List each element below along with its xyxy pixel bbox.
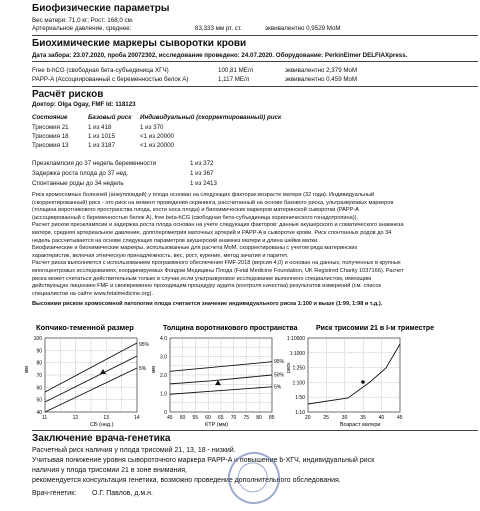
marker-value: 1,117 МЕ/л	[218, 76, 250, 83]
extra-cond: Преэклампсия до 37 недель беременности	[32, 160, 157, 167]
crl-xlabel: СБ (нед.)	[90, 422, 114, 428]
y-tick-label: 1:250	[292, 365, 305, 372]
p95-label: 95%	[139, 342, 150, 348]
nt-chart-title: Толщина воротникового пространства	[163, 325, 298, 332]
y-tick-label: 100	[33, 336, 42, 342]
bp-mom: эквивалентно 0,9529 MoM	[265, 25, 341, 32]
p5-line	[45, 368, 137, 412]
note-line: (ассоциированный с беременностью белок А), free beta-hCG (свободная бета-субъединица хорионического гонадотропина)).	[32, 214, 359, 221]
patient-marker	[215, 380, 221, 385]
x-tick-label: 13	[103, 415, 109, 421]
bp-label: Артериальное давление, среднее:	[32, 25, 132, 32]
extra-indiv: 1 из 372	[190, 160, 214, 167]
risk-base: 1 из 3187	[88, 142, 115, 149]
bp-value: 83,333 мм рт. ст.	[195, 25, 242, 32]
note-line: риска может считаться действительным только в случае,если ультразвуковое исследование выполнено специалистом, имеющим	[32, 275, 371, 282]
p5-label: 5%	[274, 384, 282, 391]
nt-xlabel: КТР (мм)	[205, 422, 228, 428]
extra-cond: Задержка роста плода до 37 нед.	[32, 170, 129, 177]
y-tick-label: 1.0	[160, 391, 167, 398]
x-tick-label: 14	[134, 415, 140, 421]
crl-chart-title: Копчико-теменной размер	[36, 323, 134, 332]
y-tick-label: 4.0	[160, 336, 167, 342]
x-tick-label: 50	[179, 415, 186, 421]
risk-head-base: Базовый риск	[88, 114, 132, 121]
high-risk-note: Высокими риском хромосомной патологии плода считается значение индивидуального риска 1:100 и выше (1:99, 1:98 и т.д.).	[32, 301, 383, 307]
y-tick-label: 40	[36, 410, 42, 416]
risk-cond: Трисомия 21	[32, 124, 69, 131]
marker-mom: эквивалентно 2,379 MoM	[285, 67, 358, 74]
x-tick-label: 40	[378, 415, 385, 421]
conclusion-line: наличия у плода трисомии 21 в зоне внимания,	[32, 467, 187, 474]
note-line: характеристик, включая этническую принадлежность, вес, рост, курение, метод зачатия и паритет.	[32, 252, 289, 259]
x-tick-label: 35	[360, 415, 366, 421]
marker-mom: эквивалентно 0,459 MoM	[285, 76, 358, 83]
weight-line: Вес матери: 71,0 кг; Рост: 168,0 см.	[32, 17, 134, 24]
y-tick-label: 70	[36, 373, 42, 379]
y-tick-label: 2.0	[160, 373, 167, 379]
bio-title: Биофизические параметры	[32, 3, 170, 14]
x-tick-label: 55	[192, 415, 199, 421]
x-tick-label: 45	[397, 415, 403, 421]
conclusion-line: Учитывая понижение уровня сывороточного маркера PAPP-A и повышение b-ХГЧ, индивидуальный риск	[32, 457, 375, 464]
note-line: (скорректированный) риск - это риск на момент проведения скрининга, рассчитанный на основе базового риска, ультразвуковых маркеров	[32, 199, 394, 206]
marker-name: PAPP-A (Ассоциированный с беременностью белок А)	[32, 76, 189, 83]
t21-xlabel: Возраст матери	[340, 422, 381, 428]
p95-label: 95%	[274, 359, 285, 366]
y-tick-label: 60	[36, 385, 42, 392]
doctor-label: Врач-генетик:	[32, 490, 77, 497]
extra-indiv: 1 из 2413	[190, 180, 217, 187]
patient-marker	[361, 380, 365, 384]
p5-label: 5%	[139, 366, 147, 372]
p50-label: 50%	[274, 372, 285, 379]
x-tick-label: 70	[230, 415, 237, 421]
divider	[32, 430, 478, 431]
x-tick-label: 65	[218, 415, 224, 421]
chart-frame	[308, 338, 400, 412]
marker-name: Free b-hCG (свободная бета-субъединица ХГЧ)	[32, 67, 169, 74]
risks-title: Расчёт рисков	[32, 89, 104, 100]
risk-cond: Трисомия 13	[32, 142, 69, 149]
crl-ylabel: мм	[24, 366, 30, 373]
t21-chart-title: Риск трисомии 21 в I-м триместре	[316, 325, 434, 332]
risk-head-cond: Состояние	[32, 114, 68, 121]
risk-indiv: <1 из 20000	[140, 142, 174, 149]
note-line: недель рассчитывается на основе следующих параметров акушерский анамнез матери и длина шейки матки.	[32, 237, 319, 244]
y-tick-label: 1:50	[295, 395, 305, 402]
y-tick-label: 3.0	[160, 354, 167, 361]
y-tick-label: 1:10000	[286, 336, 305, 342]
divider	[32, 86, 478, 87]
risks-doctor: Доктор: Olga Ogay, FMF Id: 118123	[32, 101, 136, 108]
x-tick-label: 75	[243, 415, 250, 421]
conclusion-line: Расчетный риск наличия у плода трисомий 21, 13, 18 - низкий.	[32, 447, 236, 454]
x-tick-label: 25	[323, 415, 329, 421]
x-tick-label: 80	[256, 415, 262, 421]
x-tick-label: 85	[269, 415, 275, 421]
note-line: специалистов на сайте www.fetalmedicine.org).	[32, 290, 154, 297]
risk-head-indiv: Индивидуальный (скорректированный) риск	[140, 114, 282, 121]
note-line: многоцентровых исследованиях, координируемых Фондом Медицины Плода (Fetal Medicine Foundation, UK Registred Charity 1037166). Расчет	[32, 268, 404, 274]
markers-info: Дата забора: 23.07.2020, проба 20072302, исследование проведено: 24.07.2020. Оборудование: PerkinElmer DELFIAXpress.	[32, 52, 408, 59]
marker-value: 100,81 МЕ/л	[218, 67, 254, 74]
markers-title: Биохимические маркеры сыворотки крови	[32, 38, 247, 49]
note-line: (толщина воротникового пространства плода, кости носа плода) и биохимических маркеров материнской сыворотки (PAPP-A	[32, 207, 359, 214]
risk-base: 1 из 418	[88, 124, 112, 131]
x-tick-label: 45	[167, 415, 173, 421]
y-tick-label: 1:100	[292, 380, 305, 387]
y-tick-label: 80	[36, 360, 42, 367]
t21-ylabel: риск	[286, 362, 292, 373]
note-line: Расчет рисков преэклампсии и задержка роста плода основан на учете следующих факторов: данные акушерского и соматического анамнеза	[32, 222, 404, 229]
divider	[32, 35, 478, 36]
y-tick-label: 90	[36, 348, 42, 355]
x-tick-label: 11	[42, 415, 48, 421]
note-line: Биофизические и биохимические маркеры, использованные для расчета MoM, скорректированы с учетом ряда материнских	[32, 245, 358, 252]
note-line: действующую лицензию FMF и своевременно проходящим процедуру аудита (контроля качества) результатов измерений (см. список	[32, 283, 381, 290]
risk-cond: Трисомия 18	[32, 133, 69, 140]
y-tick-label: 1:1000	[289, 350, 305, 357]
stamp-icon	[221, 445, 288, 511]
x-tick-label: 30	[341, 415, 348, 421]
extra-indiv: 1 из 367	[190, 170, 214, 177]
note-line: Расчет риска выполняется с использованием программного обеспечения FMF-2018 (версия 4,0) и основан на данных, полученных в крупных	[32, 260, 401, 267]
note-line: матери, средняя артериальное давление, допплерометрия маточных артерий и PAPP-A в сыворотке крови. Риск спонтанных родов до 34	[32, 230, 392, 236]
nt-ylabel: мм	[151, 366, 157, 373]
note-line: Риск хромосомных болезней (анеуплоидий) у плода основан на следующих факторах:возрасте матери (32 года). Индивидуальный	[32, 192, 375, 198]
y-tick-label: 0	[164, 410, 167, 416]
risk-base: 1 из 1015	[88, 133, 115, 140]
p50-line	[45, 356, 137, 402]
x-tick-label: 20	[305, 415, 311, 421]
risk-indiv: 1 из 370	[140, 124, 164, 131]
x-tick-label: 60	[205, 415, 211, 421]
extra-cond: Спонтанные роды до 34 недель	[32, 180, 124, 187]
doctor-name: О.Г. Павлов, д.м.н.	[92, 490, 153, 497]
divider	[32, 61, 478, 62]
risk-indiv: <1 из 20000	[140, 133, 174, 140]
x-tick-label: 12	[72, 415, 79, 421]
conclusion-title: Заключение врача-генетика	[32, 433, 171, 444]
y-tick-label: 1:10	[295, 410, 305, 416]
y-tick-label: 50	[36, 397, 42, 404]
charts-panel	[0, 318, 480, 428]
conclusion-line: рекомендуется консультация генетика, возможно проведение дополнительного обследования.	[32, 477, 341, 484]
